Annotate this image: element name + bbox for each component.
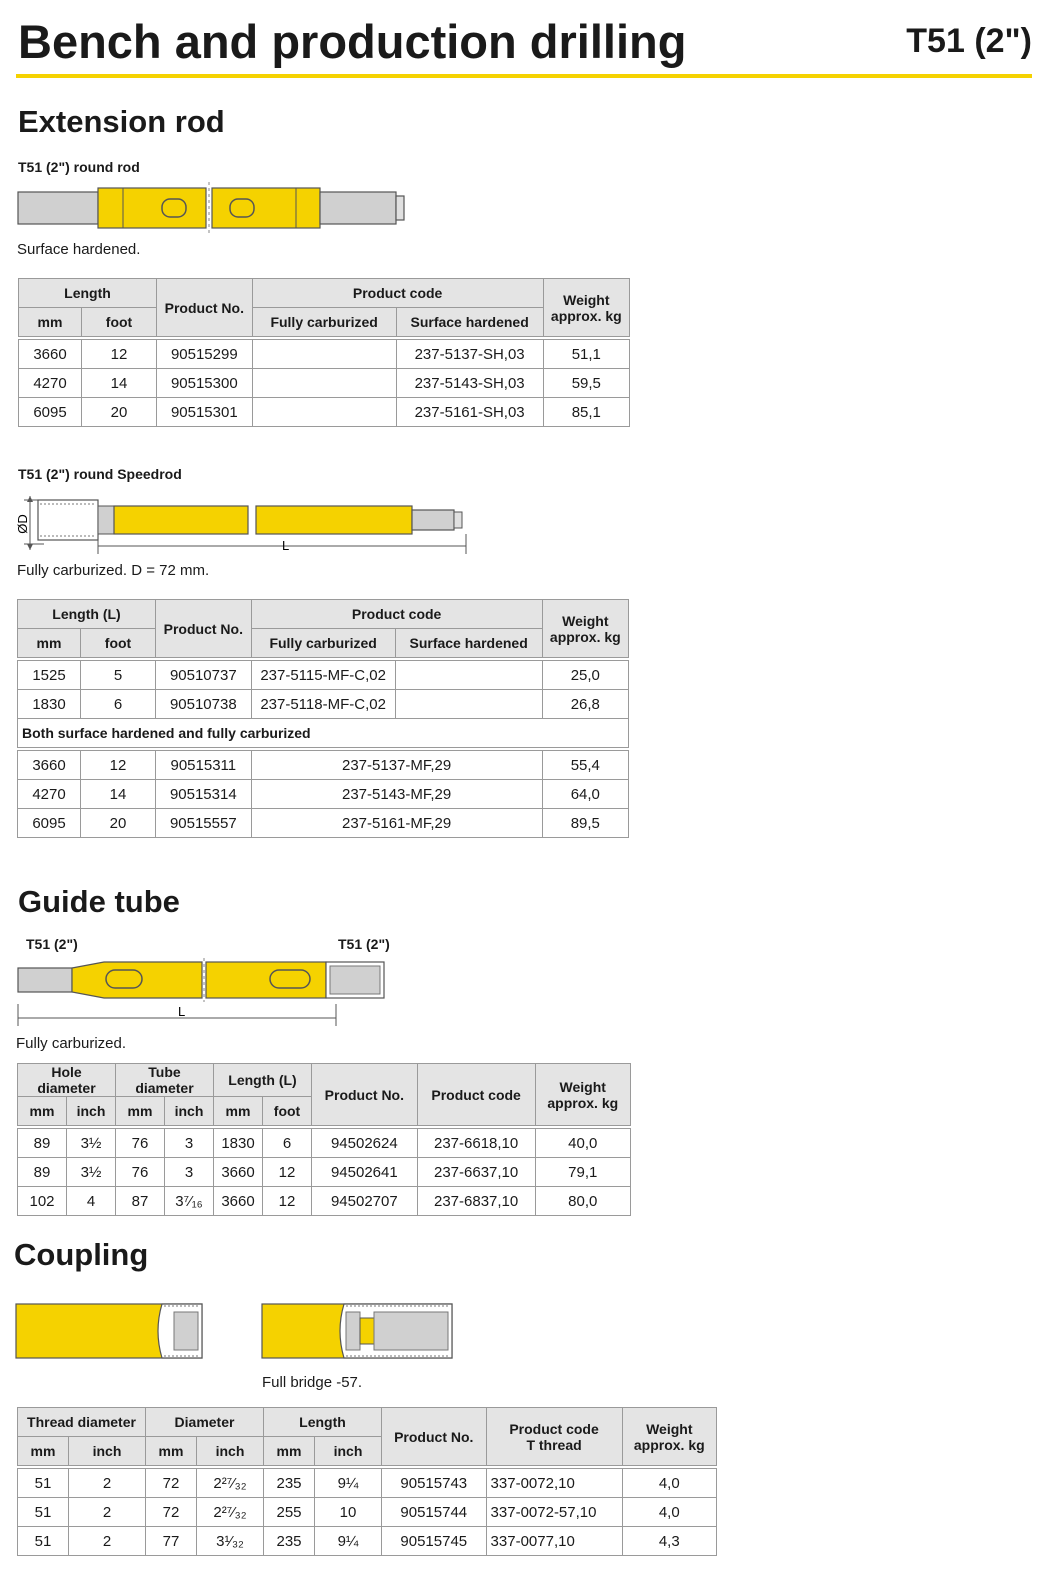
table-row: 3660 12 90515311 237-5137-MF,29 55,4 [18,751,629,780]
diameter-label: ØD [15,514,30,534]
length-label: L [282,538,290,553]
header-product-no: Product No. [312,1064,418,1126]
table-row: 4270 14 90515300 237-5143-SH,03 59,5 [19,369,630,398]
round-rod-note: Surface hardened. [17,241,141,258]
title-rule [16,74,1032,78]
table-row: 89 3½ 76 3 1830 6 94502624 237-6618,10 40,0 [18,1129,631,1158]
header-product-code: Product code [251,600,542,629]
header-product-no: Product No. [156,600,252,658]
header-product-no: Product No. [157,279,253,337]
header-product-no: Product No. [382,1408,487,1466]
header-weight: Weight approx. kg [622,1408,716,1466]
guide-tube-diagram [14,958,394,1030]
header-length: Length [264,1408,382,1437]
table-row: 4270 14 90515314 237-5143-MF,29 64,0 [18,780,629,809]
page-title: Bench and production drilling [18,15,687,68]
table-row: 89 3½ 76 3 3660 12 94502641 237-6637,10 79,1 [18,1158,631,1187]
header-diameter: Diameter [146,1408,264,1437]
coupling-diagram-full-bridge [260,1302,454,1360]
speedrod-note: Fully carburized. D = 72 mm. [17,562,210,579]
header-fully-carburized: Fully carburized [251,629,395,658]
guide-tube-table: Hole diameter Tube diameter Length (L) Product No. Product code Weight approx. kg mm inch mm inch mm foot 89 3½ 76 3 1830 6 94502624 237-6618,10 40,0 89 3½ 76 3 3660 12 94502641 237-6637,10 79,1 102 4 87 3⁷⁄₁₆ 3660 12 94502707 237-6837,10 80,0 [17,1063,631,1216]
table-row: 3660 12 90515299 237-5137-SH,03 51,1 [19,340,630,369]
header-surface-hardened: Surface hardened [395,629,542,658]
section-title-guide-tube: Guide tube [18,884,180,919]
coupling-diagram-standard [14,1302,204,1360]
round-rod-label: T51 (2") round rod [18,159,140,175]
round-rod-diagram [16,182,408,234]
round-rod-table [18,278,630,427]
table-row: 1525 5 90510737 237-5115-MF-C,02 25,0 [18,661,629,690]
table-row: 1830 6 90510738 237-5118-MF-C,02 26,8 [18,690,629,719]
header-fully-carburized: Fully carburized [252,308,396,337]
header-mm: mm [18,629,81,658]
header-length: Length [19,279,157,308]
header-hole-diameter: Hole diameter [18,1064,116,1097]
speedrod-diagram [14,494,474,558]
length-label: L [178,1004,186,1019]
header-weight: Weight approx. kg [543,279,629,337]
section-title-coupling: Coupling [14,1237,149,1272]
header-foot: foot [81,629,156,658]
table-row: 51 2 77 3¹⁄₃₂ 235 9¼ 90515745 337-0077,10 4,3 [18,1527,717,1556]
header-product-code: Product code T thread [486,1408,622,1466]
header-length: Length (L) [214,1064,312,1097]
table-row: 6095 20 90515301 237-5161-SH,03 85,1 [19,398,630,427]
table-row: 102 4 87 3⁷⁄₁₆ 3660 12 94502707 237-6837,10 80,0 [18,1187,631,1216]
header-thread-diameter: Thread diameter [18,1408,146,1437]
table-row: 6095 20 90515557 237-5161-MF,29 89,5 [18,809,629,838]
header-foot: foot [82,308,157,337]
full-bridge-note: Full bridge -57. [262,1374,363,1391]
both-treatments-label: Both surface hardened and fully carburized [18,719,629,748]
table-row: 51 2 72 2²⁷⁄₃₂ 255 10 90515744 337-0072-57,10 4,0 [18,1498,717,1527]
guide-tube-right-label: T51 (2") [338,936,390,952]
table-row: 51 2 72 2²⁷⁄₃₂ 235 9¼ 90515743 337-0072,10 4,0 [18,1469,717,1498]
header-product-code: Product code [252,279,543,308]
header-product-code: Product code [417,1064,535,1126]
header-surface-hardened: Surface hardened [396,308,543,337]
header-mm: mm [19,308,82,337]
header-weight: Weight approx. kg [542,600,628,658]
guide-tube-left-label: T51 (2") [26,936,78,952]
header-weight: Weight approx. kg [535,1064,630,1126]
guide-tube-note: Fully carburized. [16,1035,127,1052]
speedrod-label: T51 (2") round Speedrod [18,466,182,482]
header-tube-diameter: Tube diameter [116,1064,214,1097]
speedrod-table [17,599,629,838]
coupling-table: Thread diameter Diameter Length Product No. Product code T thread Weight approx. kg mm inch mm inch mm inch 51 2 72 2²⁷⁄₃₂ 235 9¼ 90515743 337-0072,10 4,0 51 2 72 2²⁷⁄₃₂ 255 10 90515744 337-0072-57,10 4,0 51 2 77 3¹⁄₃₂ 235 9¼ 90515745 337-0077,10 4,3 [17,1407,717,1556]
section-title-extension-rod: Extension rod [18,104,225,139]
header-length: Length (L) [18,600,156,629]
page-code: T51 (2") [906,22,1032,60]
